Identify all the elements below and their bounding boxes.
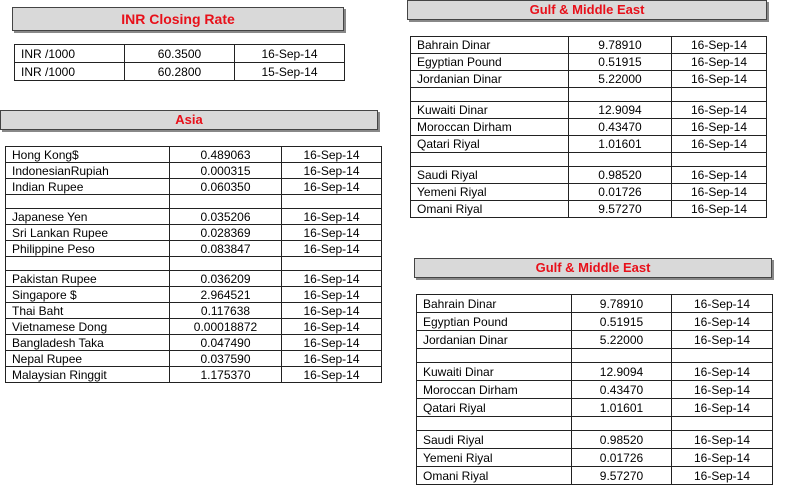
rate-value: 12.9094 — [569, 102, 672, 119]
rate-value: 0.083847 — [170, 241, 282, 257]
rate-value: 0.01726 — [569, 184, 672, 201]
table-row — [417, 449, 773, 467]
table-row — [411, 119, 767, 136]
rate-date: 16-Sep-14 — [672, 431, 773, 449]
currency-name: Bangladesh Taka — [6, 335, 170, 351]
rate-value: 0.98520 — [572, 431, 672, 449]
currency-name: Malaysian Ringgit — [6, 367, 170, 383]
gulf-bottom-table — [416, 294, 773, 485]
table-row — [6, 303, 382, 319]
currency-name: Thai Baht — [6, 303, 170, 319]
rate-value: 1.01601 — [572, 399, 672, 417]
rate-value: 12.9094 — [572, 363, 672, 381]
currency-name: Saudi Riyal — [411, 167, 569, 184]
rate-date: 16-Sep-14 — [672, 201, 767, 218]
currency-name: Singapore $ — [6, 287, 170, 303]
table-row — [411, 54, 767, 71]
table-row — [417, 431, 773, 449]
rate-date: 16-Sep-14 — [672, 467, 773, 485]
currency-name: Jordanian Dinar — [417, 331, 572, 349]
currency-name: Moroccan Dirham — [417, 381, 572, 399]
inr-table — [14, 44, 345, 81]
rate-date: 16-Sep-14 — [672, 331, 773, 349]
rate-value: 5.22000 — [569, 71, 672, 88]
rate-value: 9.57270 — [572, 467, 672, 485]
rate-date: 16-Sep-14 — [672, 313, 773, 331]
currency-name: IndonesianRupiah — [6, 163, 170, 179]
rate-value: 0.047490 — [170, 335, 282, 351]
rate-date: 16-Sep-14 — [672, 37, 767, 54]
currency-name: Kuwaiti Dinar — [411, 102, 569, 119]
rate-date: 16-Sep-14 — [282, 163, 382, 179]
rate-value: 0.028369 — [170, 225, 282, 241]
rate-date: 16-Sep-14 — [282, 335, 382, 351]
table-row — [6, 147, 382, 163]
table-row — [411, 167, 767, 184]
rate-value: 0.000315 — [170, 163, 282, 179]
table-row — [411, 184, 767, 201]
gulf-top-header: Gulf & Middle East — [407, 0, 767, 20]
table-row — [411, 136, 767, 153]
gulf-top-table — [410, 36, 767, 218]
currency-name: Omani Riyal — [411, 201, 569, 218]
table-row — [6, 225, 382, 241]
rate-date: 16-Sep-14 — [282, 241, 382, 257]
table-row — [6, 209, 382, 225]
asia-header: Asia — [0, 110, 378, 130]
currency-name: Japanese Yen — [6, 209, 170, 225]
table-row — [6, 367, 382, 383]
table-row — [6, 241, 382, 257]
table-gap-row — [411, 153, 767, 167]
rate-value: 0.43470 — [572, 381, 672, 399]
table-gap-row — [417, 417, 773, 431]
inr-header: INR Closing Rate — [12, 7, 344, 31]
asia-table — [5, 146, 382, 383]
table-row — [417, 331, 773, 349]
table-row — [417, 313, 773, 331]
rate-value: 5.22000 — [572, 331, 672, 349]
table-row — [417, 363, 773, 381]
rate-value: 2.964521 — [170, 287, 282, 303]
currency-name: Qatari Riyal — [417, 399, 572, 417]
table-row — [6, 351, 382, 367]
currency-name: Hong Kong$ — [6, 147, 170, 163]
rate-value: 0.00018872 — [170, 319, 282, 335]
table-row — [6, 163, 382, 179]
currency-name: Bahrain Dinar — [417, 295, 572, 313]
rate-value: 1.175370 — [170, 367, 282, 383]
table-row — [6, 319, 382, 335]
rate-date: 16-Sep-14 — [672, 119, 767, 136]
currency-name: Omani Riyal — [417, 467, 572, 485]
table-row — [6, 271, 382, 287]
rate-value: 0.060350 — [170, 179, 282, 195]
currency-name: Egyptian Pound — [417, 313, 572, 331]
rate-date: 15-Sep-14 — [235, 63, 345, 81]
currency-name: Vietnamese Dong — [6, 319, 170, 335]
rate-value: 1.01601 — [569, 136, 672, 153]
currency-name: Jordanian Dinar — [411, 71, 569, 88]
rate-value: 9.78910 — [569, 37, 672, 54]
currency-name: Moroccan Dirham — [411, 119, 569, 136]
table-row — [6, 335, 382, 351]
table-row — [411, 71, 767, 88]
rate-date: 16-Sep-14 — [672, 363, 773, 381]
currency-name: INR /1000 — [15, 45, 125, 63]
currency-name: INR /1000 — [15, 63, 125, 81]
currency-name: Yemeni Riyal — [411, 184, 569, 201]
rate-date: 16-Sep-14 — [235, 45, 345, 63]
table-row — [411, 102, 767, 119]
currency-name: Qatari Riyal — [411, 136, 569, 153]
rate-date: 16-Sep-14 — [282, 303, 382, 319]
table-row — [411, 201, 767, 218]
rate-value: 0.51915 — [569, 54, 672, 71]
table-row — [6, 287, 382, 303]
rate-date: 16-Sep-14 — [282, 351, 382, 367]
table-row — [15, 45, 345, 63]
rate-date: 16-Sep-14 — [282, 367, 382, 383]
currency-name: Egyptian Pound — [411, 54, 569, 71]
rate-value: 0.98520 — [569, 167, 672, 184]
table-gap-row — [6, 257, 382, 271]
rate-date: 16-Sep-14 — [672, 167, 767, 184]
rate-value: 60.3500 — [125, 45, 235, 63]
currency-name: Saudi Riyal — [417, 431, 572, 449]
rate-date: 16-Sep-14 — [672, 184, 767, 201]
gulf-bottom-header: Gulf & Middle East — [414, 258, 772, 278]
rate-value: 0.51915 — [572, 313, 672, 331]
rate-date: 16-Sep-14 — [672, 71, 767, 88]
currency-name: Bahrain Dinar — [411, 37, 569, 54]
rate-value: 60.2800 — [125, 63, 235, 81]
rate-value: 0.036209 — [170, 271, 282, 287]
rate-date: 16-Sep-14 — [672, 102, 767, 119]
rate-date: 16-Sep-14 — [672, 54, 767, 71]
rate-date: 16-Sep-14 — [282, 319, 382, 335]
rate-date: 16-Sep-14 — [672, 399, 773, 417]
table-gap-row — [417, 349, 773, 363]
currency-name: Nepal Rupee — [6, 351, 170, 367]
table-row — [15, 63, 345, 81]
rate-date: 16-Sep-14 — [672, 295, 773, 313]
rate-value: 9.57270 — [569, 201, 672, 218]
currency-name: Sri Lankan Rupee — [6, 225, 170, 241]
rate-date: 16-Sep-14 — [672, 381, 773, 399]
rate-value: 0.43470 — [569, 119, 672, 136]
currency-name: Philippine Peso — [6, 241, 170, 257]
rate-value: 0.01726 — [572, 449, 672, 467]
rate-value: 0.037590 — [170, 351, 282, 367]
rate-value: 9.78910 — [572, 295, 672, 313]
rate-value: 0.489063 — [170, 147, 282, 163]
rate-value: 0.117638 — [170, 303, 282, 319]
table-row — [6, 179, 382, 195]
table-gap-row — [411, 88, 767, 102]
rate-date: 16-Sep-14 — [282, 271, 382, 287]
table-row — [417, 295, 773, 313]
currency-name: Pakistan Rupee — [6, 271, 170, 287]
currency-name: Kuwaiti Dinar — [417, 363, 572, 381]
rate-date: 16-Sep-14 — [672, 449, 773, 467]
rate-date: 16-Sep-14 — [282, 179, 382, 195]
currency-name: Yemeni Riyal — [417, 449, 572, 467]
table-row — [417, 467, 773, 485]
table-row — [417, 399, 773, 417]
rate-date: 16-Sep-14 — [282, 225, 382, 241]
rate-date: 16-Sep-14 — [282, 147, 382, 163]
rate-date: 16-Sep-14 — [672, 136, 767, 153]
table-row — [411, 37, 767, 54]
rate-date: 16-Sep-14 — [282, 287, 382, 303]
rate-value: 0.035206 — [170, 209, 282, 225]
table-row — [417, 381, 773, 399]
currency-name: Indian Rupee — [6, 179, 170, 195]
table-gap-row — [6, 195, 382, 209]
rate-date: 16-Sep-14 — [282, 209, 382, 225]
